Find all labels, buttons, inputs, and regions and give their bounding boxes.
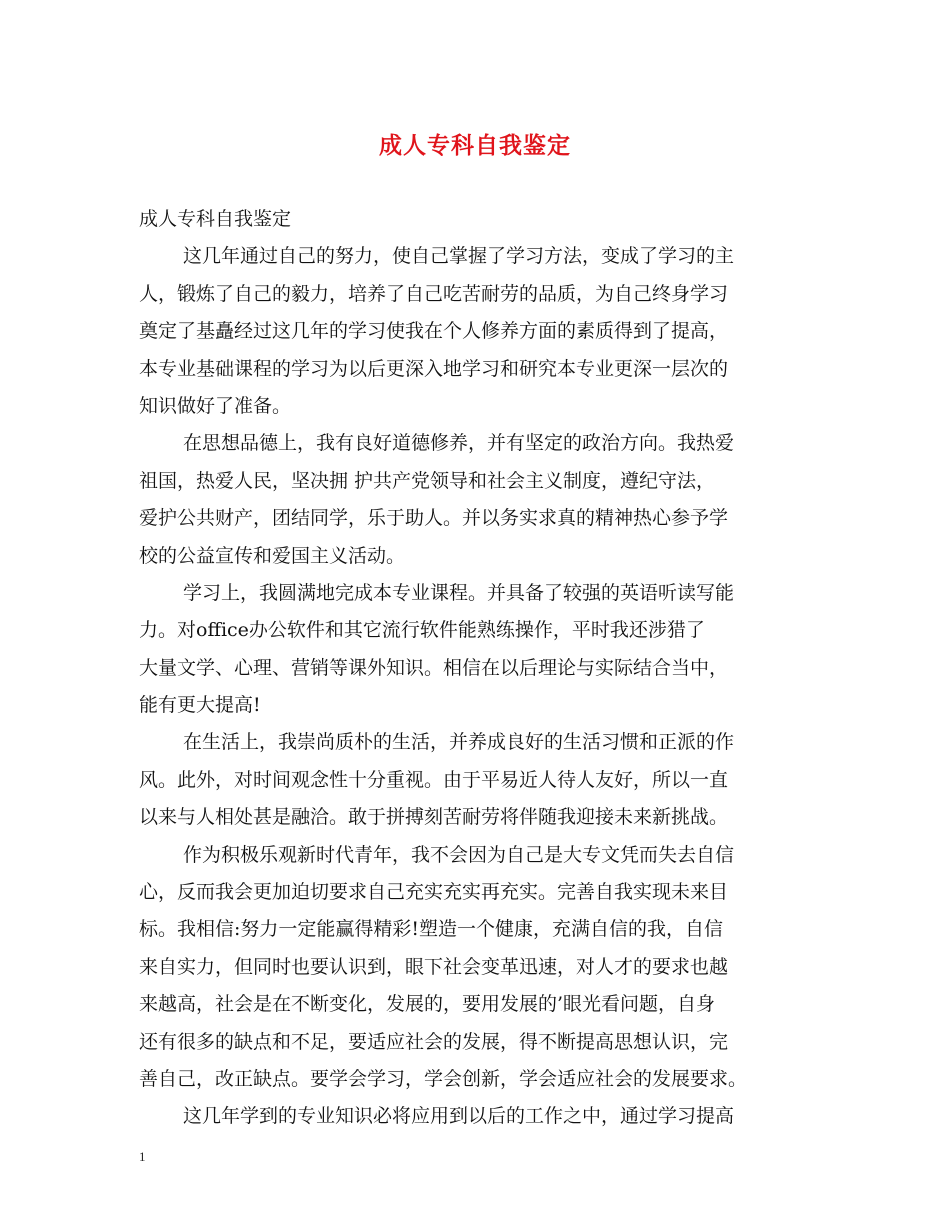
document-title: 成人专科自我鉴定	[379, 132, 571, 159]
text-line: 标。我相信:努力一定能赢得精彩!塑造一个健康，充满自信的我，自信	[139, 918, 724, 941]
text-line: 校的公益宣传和爱国主义活动。	[139, 544, 406, 567]
text-line: 学习上，我圆满地完成本专业课程。并具备了较强的英语听读写能	[183, 581, 735, 604]
text-line: 还有很多的缺点和不足，要适应社会的发展，得不断提高思想认识，完	[139, 1030, 729, 1053]
text-line: 在生活上，我崇尚质朴的生活，并养成良好的生活习惯和正派的作	[183, 731, 735, 754]
text-line: 心，反而我会更加迫切要求自己充实充实再充实。完善自我实现未来目	[139, 881, 729, 904]
text-line: 爱护公共财产，团结同学，乐于助人。并以务实求真的精神热心参予学	[139, 507, 729, 530]
text-line: 成人专科自我鉴定	[139, 208, 292, 230]
text-line: 人，锻炼了自己的毅力，培养了自己吃苦耐劳的品质，为自己终身学习	[139, 282, 729, 305]
text-line: 以来与人相处甚是融洽。敢于拼搏刻苦耐劳将伴随我迎接未来新挑战。	[139, 806, 729, 829]
text-line: 大量文学、心理、营销等课外知识。相信在以后理论与实际结合当中，	[139, 656, 729, 679]
text-line: 在思想品德上，我有良好道德修养，并有坚定的政治方向。我热爱	[183, 432, 735, 455]
text-line: 奠定了基矗经过这几年的学习使我在个人修养方面的素质得到了提高，	[139, 320, 729, 343]
text-line: 力。对office办公软件和其它流行软件能熟练操作，平时我还涉猎了	[139, 619, 705, 642]
text-line: 这几年通过自己的努力，使自己掌握了学习方法，变成了学习的主	[183, 245, 735, 268]
text-line: 祖国，热爱人民，坚决拥 护共产党领导和社会主义制度，遵纪守法，	[139, 469, 716, 492]
text-line: 来自实力，但同时也要认识到，眼下社会变革迅速，对人才的要求也越	[139, 955, 729, 978]
text-line: 来越高，社会是在不断变化，发展的，要用发展的’眼光看问题，自身	[139, 993, 716, 1016]
text-line: 本专业基础课程的学习为以后更深入地学习和研究本专业更深一层次的	[139, 357, 729, 380]
text-line: 知识做好了准备。	[139, 394, 292, 417]
document-body	[139, 201, 819, 1136]
text-line: 作为积极乐观新时代青年，我不会因为自己是大专文凭而失去自信	[183, 843, 735, 866]
text-line: 风。此外，对时间观念性十分重视。由于平易近人待人友好，所以一直	[139, 768, 729, 791]
text-line: 能有更大提高!	[139, 694, 261, 717]
text-line: 善自己，改正缺点。要学会学习，学会创新，学会适应社会的发展要求。	[139, 1067, 748, 1090]
text-line: 这几年学到的专业知识必将应用到以后的工作之中，通过学习提高	[183, 1105, 735, 1128]
page-number: 1	[139, 1149, 146, 1164]
